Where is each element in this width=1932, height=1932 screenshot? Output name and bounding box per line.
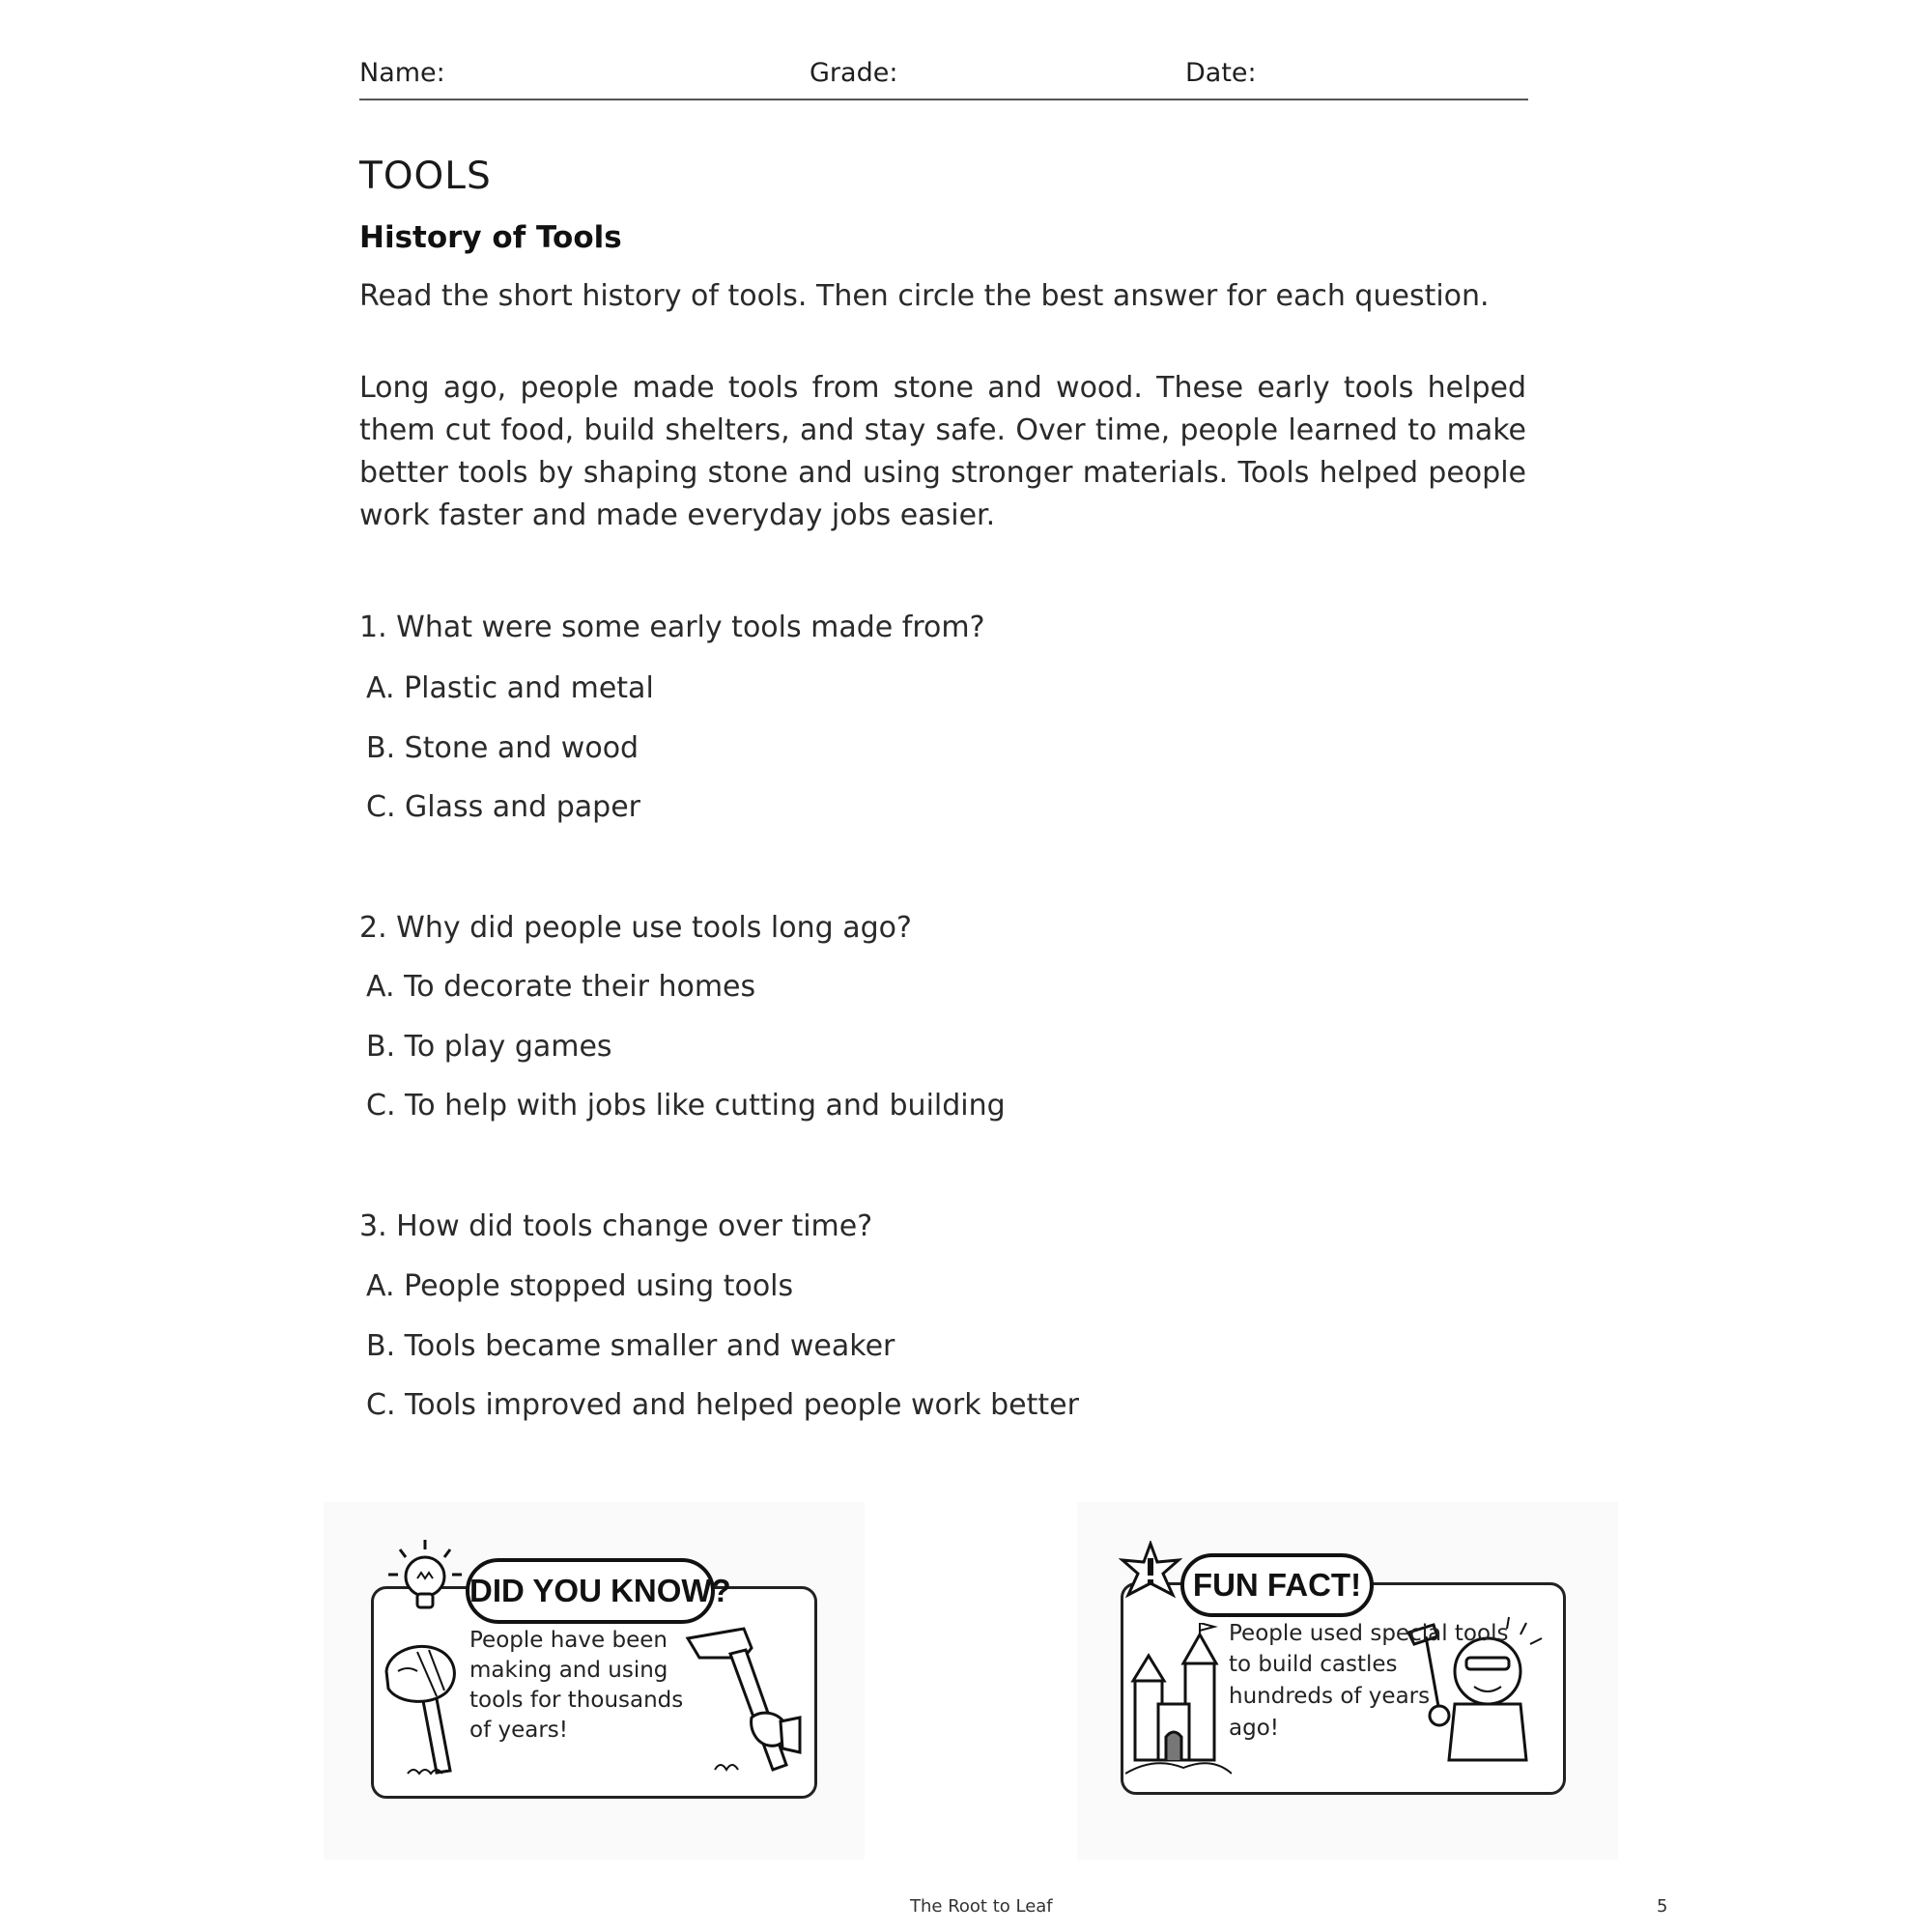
q2-option-b[interactable]: B. To play games (366, 1030, 612, 1064)
did-you-know-line-2: making and using (469, 1658, 668, 1683)
q2-option-a[interactable]: A. To decorate their homes (366, 970, 756, 1004)
q3-option-b[interactable]: B. Tools became smaller and weaker (366, 1329, 895, 1363)
fun-fact-line-1: People used special tools (1229, 1621, 1509, 1646)
footer-title: The Root to Leaf (910, 1896, 1053, 1917)
exclamation-star-icon (1119, 1541, 1182, 1605)
q2-option-c[interactable]: C. To help with jobs like cutting and building (366, 1089, 1006, 1122)
grade-label: Grade: (810, 58, 898, 88)
hammer-hand-icon (676, 1625, 802, 1779)
header-rule (359, 99, 1528, 100)
instructions: Read the short history of tools. Then circle the best answer for each question. (359, 279, 1490, 313)
page-number: 5 (1657, 1896, 1668, 1917)
q1-option-c[interactable]: C. Glass and paper (366, 790, 641, 824)
q3-option-a[interactable]: A. People stopped using tools (366, 1269, 794, 1303)
name-label: Name: (359, 58, 445, 88)
reading-passage: Long ago, people made tools from stone and wood. These early tools helped them cut food, build shelters, and stay safe. Over time, people learned to make better tools by shaping stone and using stronger materials. Tools helped people work faster and made everyday jobs easier. (359, 371, 1526, 532)
date-label: Date: (1185, 58, 1257, 88)
fun-fact-line-3: hundreds of years (1229, 1684, 1431, 1709)
q1-option-a[interactable]: A. Plastic and metal (366, 671, 654, 705)
question-3: 3. How did tools change over time? (359, 1209, 873, 1243)
q1-option-b[interactable]: B. Stone and wood (366, 731, 639, 765)
castle-icon (1125, 1623, 1232, 1777)
question-2: 2. Why did people use tools long ago? (359, 911, 912, 945)
fun-fact-heading: FUN FACT! (1180, 1553, 1374, 1617)
did-you-know-heading: DID YOU KNOW? (466, 1558, 715, 1624)
question-1: 1. What were some early tools made from? (359, 611, 985, 644)
page-title: TOOLS (359, 155, 492, 198)
did-you-know-line-3: tools for thousands (469, 1688, 684, 1713)
fun-fact-line-2: to build castles (1229, 1652, 1398, 1677)
q3-option-c[interactable]: C. Tools improved and helped people work better (366, 1388, 1079, 1422)
section-subtitle: History of Tools (359, 220, 622, 255)
did-you-know-line-1: People have been (469, 1628, 668, 1653)
fun-fact-line-4: ago! (1229, 1716, 1279, 1741)
lightbulb-icon (384, 1534, 471, 1621)
did-you-know-line-4: of years! (469, 1718, 568, 1743)
